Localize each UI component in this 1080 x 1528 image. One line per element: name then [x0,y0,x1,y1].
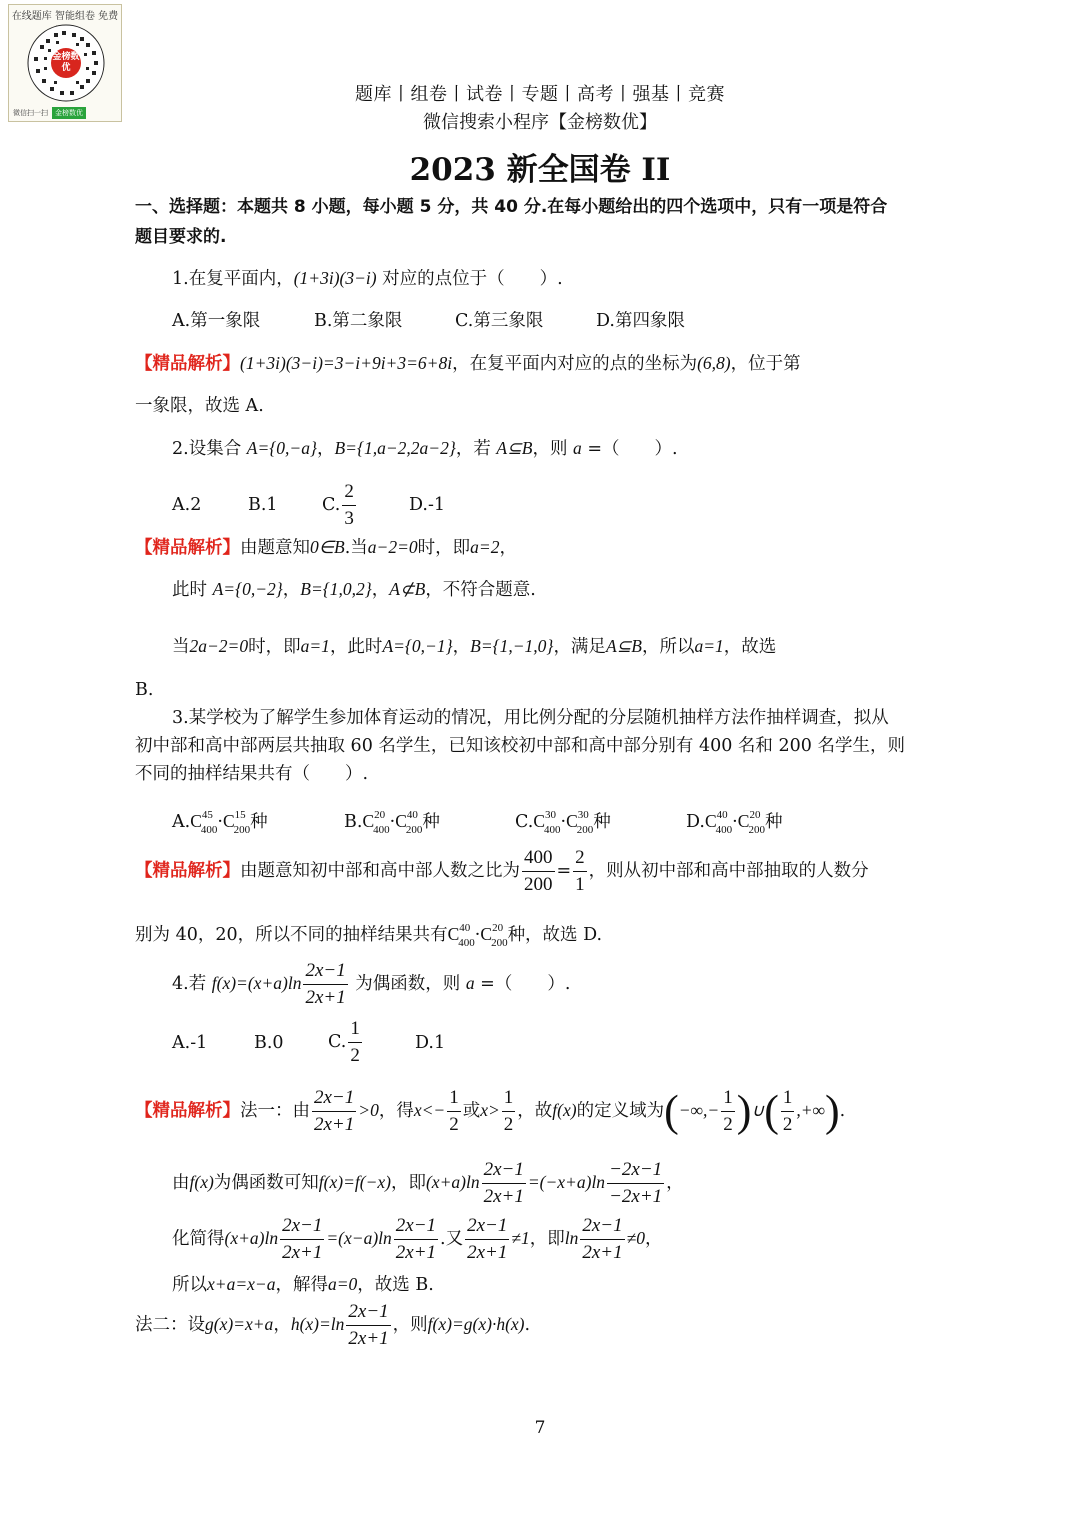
q2-opt-b: B.1 [248,495,278,515]
q2-sol1-b: 0∈B [310,537,345,557]
q3-sol1-frac2 [573,845,587,898]
q4-sol5-frac [346,1299,390,1352]
frac-den: 2x+1 [483,1186,524,1207]
q4-opt-a: A.-1 [172,1033,208,1053]
q4-sol1-b: ，得 [378,1101,414,1121]
equals: = [556,861,572,881]
q4-solution-tag: 【精品解析】 [135,1101,240,1121]
q3-solution-tag: 【精品解析】 [135,861,240,881]
q3-opt-c-comb1 [533,809,561,837]
frac-num: 1 [502,1085,516,1112]
q3-stem-line3: 不同的抽样结果共有（ ）. [135,764,369,784]
q2-sol3-k: ，所以 [641,637,695,657]
q4-sol1-half3 [721,1085,735,1138]
q4-sol1-frac [312,1085,356,1138]
q2-set-a: A={0,−a} [246,438,317,458]
q2-sol3-a: 当 [172,637,190,657]
q2-opt-c-label: C. [322,495,341,515]
frac-den: 2x+1 [467,1242,508,1263]
page-number: 7 [534,1418,546,1438]
frac-den: 2 [503,1114,514,1135]
c-letter: C [190,810,202,831]
q3-sol2-a: 别为 40，20，所以不同的抽样结果共有 [135,924,448,945]
q2-solution-line4: B. [135,680,154,700]
c-letter: C [447,923,460,944]
q2-sol2-f: A⊄B [389,579,426,599]
frac-den: −2x+1 [609,1186,663,1207]
q4-sol1-cup: ∪ [751,1100,765,1120]
q2-opt-c-frac [342,479,356,532]
q4-sol2-b: 为偶函数可知 [213,1173,319,1193]
q3-opt-a-comb1 [190,809,218,837]
comb-sup: 20 [374,809,386,821]
q1-sol-expr: (1+3i)(3−i)=3−i+9i+3=6+8i [240,353,453,373]
q3-opt-b [344,804,440,841]
q4-stem [172,958,570,1011]
comb-sub: 400 [373,824,390,837]
q4-sol5-d: . [524,1315,531,1335]
q3-opt-d-comb2 [737,809,765,837]
left-paren: ( [764,1086,779,1136]
q1-sol-b: ，位于第 [730,354,801,374]
q1-opt-d: D.第四象限 [596,311,685,331]
q4-sol5-h: h(x)=ln [290,1314,345,1334]
q1-opt-b: B.第二象限 [314,311,403,331]
q4-sol5-g: g(x)=x+a [205,1314,274,1334]
dot: · [389,811,396,832]
q4-sol4-b: ，解得 [275,1275,328,1295]
comb-sub: 400 [458,937,475,950]
q4-solution-line2 [172,1157,684,1210]
q2-stem-c: ，则 [532,439,574,459]
q4-sol5-f: f(x)=g(x)·h(x) [427,1314,525,1334]
frac-num: −2x−1 [607,1157,664,1184]
q4-sol1-gt0: >0 [358,1100,379,1120]
q1-sol-point: (6,8) [697,353,731,373]
q2-sol3-i: ，满足 [553,637,606,657]
q4-opt-b: B.0 [254,1033,284,1053]
q4-sol1-d: 的定义域为 [576,1101,665,1121]
q3-opt-b-comb1 [362,809,390,837]
frac-den: 2x+1 [314,1114,355,1135]
frac-den: 2x+1 [305,987,346,1008]
frac-den: 2x+1 [395,1242,437,1263]
q4-stem-var: a [465,973,475,993]
q4-sol3-mid: =(x−a)ln [326,1228,392,1248]
q2-stem-b: ，若 [455,439,497,459]
q4-sol3-ne1: ≠1 [511,1228,530,1248]
frac-den: 2x+1 [348,1328,389,1349]
q4-opt-d: D.1 [415,1033,446,1053]
q4-sol3-a: 化简得 [172,1229,225,1249]
q4-sol2-frac2 [607,1157,664,1210]
frac-den: 2 [723,1114,733,1135]
q2-sol1-d: a−2=0 [367,537,418,557]
comb-sup: 40 [406,809,418,821]
q3-opt-d-comb1 [704,809,733,837]
q3-sol1-frac1 [522,845,555,898]
frac-num: 2x−1 [394,1213,438,1240]
q4-sol2-lhs: (x+a)ln [425,1172,480,1192]
frac-num: 1 [781,1085,795,1112]
comb-sub: 200 [748,824,765,837]
q4-sol1-half2 [502,1085,516,1138]
q4-sol1-or: 或 [462,1101,481,1121]
comb-sub: 200 [576,824,594,837]
q2-sol3-j: A⊆B [605,636,642,656]
logo-scan-text: 微信扫一扫 [13,109,48,117]
q2-sol1-e: 时，即 [417,538,471,558]
q3-solution-line1 [135,845,869,898]
q2-opt-a: A.2 [172,495,202,515]
q2-opt-d: D.-1 [409,495,446,515]
comb-sup: 15 [234,809,246,821]
q2-sol2-a: 此时 [172,580,213,600]
frac-den: 2x+1 [582,1242,623,1263]
q4-sol3-ln: ln [564,1228,579,1248]
q2-sol3-d: a=1 [300,636,330,656]
left-paren: ( [664,1086,679,1136]
frac-num: 2x−1 [465,1213,509,1240]
q4-sol1-xlt: x<− [413,1100,446,1120]
q4-solution-line4 [172,1271,434,1298]
q2-sol3-g: ， [452,637,471,657]
q4-sol4-a: 所以 [172,1275,207,1295]
q4-sol4-eq: x+a=x−a [207,1274,276,1294]
q2-sol3-h: B={1,−1,0} [470,636,554,656]
right-paren: ) [736,1086,752,1136]
q3-solution-line2 [135,917,602,954]
q3-opt-c-comb2 [566,809,594,837]
frac-den: 2 [449,1114,459,1135]
q4-sol2-eq: f(x)=f(−x) [318,1172,391,1192]
q4-stem-c: =（ ）. [474,974,571,994]
dot: · [474,924,481,945]
q2-opt-c [322,479,358,532]
kind: 种 [593,811,611,832]
q4-sol4-c: ，故选 B. [357,1275,434,1295]
q2-sol3-b: 2a−2=0 [189,636,249,656]
frac-num: 400 [522,845,555,872]
q4-sol3-c: ，即 [529,1229,565,1249]
q4-sol3-frac4 [580,1213,624,1266]
q3-opt-b-comb2 [395,809,423,837]
comb-sup: 40 [459,922,471,934]
q4-sol3-d: ， [644,1229,663,1249]
q2-subset: A⊆B [496,438,533,458]
q3-stem-line1: 3.某学校为了解学生参加体育运动的情况，用比例分配的分层随机抽样方法作抽样调查，拟从 [172,708,889,728]
q2-sol1-c: .当 [344,538,368,558]
c-letter: C [362,810,375,831]
q1-stem-a: 1.在复平面内， [172,269,294,289]
q2-solution-line3 [172,633,776,660]
q4-sol1-end: . [839,1101,846,1121]
comb-sub: 400 [200,824,218,837]
q4-sol1-int1: −∞,− [678,1100,720,1120]
comb-sup: 45 [201,809,213,821]
q2-set-b: B={1,a−2,2a−2} [334,438,456,458]
q4-sol3-lhs: (x+a)ln [224,1228,279,1248]
q2-var: a [573,438,582,458]
q3-opt-d [686,804,782,841]
dot: · [217,811,223,832]
q4-sol5-c: ，则 [392,1315,428,1335]
q2-solution-line2 [172,576,536,603]
q2-sol3-l: a=1 [694,636,724,656]
logo-brand-badge: 金榜数优 [52,107,86,119]
q2-sol2-g: ，不符合题意. [425,580,536,600]
right-paren: ) [825,1086,840,1136]
q4-sol1-half1 [447,1085,461,1138]
q4-sol1-half4 [781,1085,795,1138]
q4-stem-b: 为偶函数，则 [349,974,466,994]
q2-sol1-g: ， [499,538,517,558]
section-heading [135,192,950,252]
c-letter: C [222,810,235,831]
q2-opt-c-den: 3 [344,508,354,529]
frac-num: 2x−1 [303,958,347,985]
q4-sol2-mid: =(−x+a)ln [527,1172,606,1192]
q3-sol1-a: 由题意知初中部和高中部人数之比为 [240,861,520,881]
q2-solution-tag: 【精品解析】 [135,538,240,558]
q4-solution-line1 [135,1085,845,1138]
q1-stem [172,265,563,292]
q1-opt-a: A.第一象限 [172,311,261,331]
q4-sol1-xgt: x> [480,1100,500,1120]
q1-opt-c: C.第三象限 [455,311,544,331]
q4-sol2-c: ，即 [390,1173,426,1193]
q2-sol2-e: ， [371,580,390,600]
comb-sub: 200 [491,937,508,950]
frac-num: 2x−1 [312,1085,356,1112]
q3-sol1-b: ，则从初中部和高中部抽取的人数分 [588,861,869,881]
comb-sup: 30 [577,809,589,821]
q2-sol1-f: a=2 [470,537,500,557]
q2-sol3-c: 时，即 [248,637,301,657]
frac-num: 2x−1 [482,1157,526,1184]
q3-opt-a-comb2 [222,809,251,837]
q2-sol2-c: ， [282,580,301,600]
q2-sep1: ， [316,439,335,459]
q4-opt-c-frac [348,1016,362,1069]
q4-sol3-frac3 [465,1213,509,1266]
kind: 种 [764,811,783,832]
q3-sol2-b: 种，故选 D. [507,924,603,945]
q3-sol2-comb1 [447,922,475,950]
q1-solution-line1 [135,350,801,377]
q4-opt-c-label: C. [328,1032,347,1052]
q2-sol3-m: ，故选 [723,637,777,657]
comb-sup: 20 [749,809,761,821]
comb-sub: 200 [233,824,251,837]
q4-solution-line5 [135,1299,530,1352]
comb-sup: 30 [545,809,557,821]
q4-sol3-b: .又 [440,1229,464,1249]
c-letter: C [566,810,578,831]
frac-den: 2 [350,1045,360,1066]
section-heading-line1: 一、选择题：本题共 8 小题，每小题 5 分，共 40 分.在每小题给出的四个选项中，只有一项是符合 [135,197,888,217]
c-letter: C [533,810,546,831]
frac-num: 1 [447,1085,461,1112]
comb-sub: 200 [405,824,423,837]
q1-sol-a: ，在复平面内对应的点的坐标为 [452,354,698,374]
q3-opt-a-label: A. [172,811,191,832]
q3-opt-a [172,804,268,841]
q1-solution-tag: 【精品解析】 [135,354,240,374]
section-heading-line2: 题目要求的. [135,227,227,247]
q4-solution-line3 [172,1213,662,1266]
q1-stem-b: 对应的点位于（ ）. [376,269,563,289]
frac-den: 2 [782,1114,793,1135]
q4-opt-c [328,1016,364,1069]
dot: · [732,811,738,832]
dot: · [560,811,567,832]
q3-opt-c [515,804,611,841]
q2-stem [172,435,678,462]
q4-stem-frac [303,958,347,1011]
q3-opt-d-label: D. [686,811,705,832]
q1-expr: (1+3i)(3−i) [293,268,377,288]
q1-solution-line2: 一象限，故选 A. [135,396,264,416]
q2-opt-c-num: 2 [342,479,356,506]
comb-sup: 20 [492,922,504,934]
q4-sol2-a: 由 [172,1173,190,1193]
q4-sol1-int2: ,+∞ [796,1100,826,1120]
q2-sol3-e: ，此时 [329,637,383,657]
q4-sol3-frac1 [280,1213,324,1266]
c-letter: C [737,810,750,831]
q4-sol2-fx: f(x) [189,1172,214,1192]
q2-sol2-d: B={1,0,2} [300,579,372,599]
q4-sol5-b: ， [273,1315,291,1335]
logo-center-text: 金榜数优 [51,48,81,78]
q2-sol1-a: 由题意知 [240,538,310,558]
frac-den: 2x+1 [282,1242,323,1263]
frac-num: 2x−1 [580,1213,624,1240]
q4-sol3-ne0: ≠0 [626,1228,645,1248]
q2-solution-line1 [135,534,517,561]
frac-num: 1 [721,1085,735,1112]
frac-num: 1 [348,1016,362,1043]
comb-sub: 400 [715,824,733,837]
q4-sol2-d: ， [666,1173,684,1193]
q2-stem-a: 2.设集合 [172,439,247,459]
q4-sol1-a: 法一：由 [240,1101,310,1121]
q4-sol3-frac2 [394,1213,438,1266]
comb-sup: 40 [716,809,728,821]
q3-sol2-comb2 [480,922,508,950]
frac-num: 2 [573,845,587,872]
c-letter: C [480,923,493,944]
q4-sol2-frac1 [482,1157,526,1210]
q4-stem-a: 4.若 [172,974,212,994]
q3-opt-b-label: B. [344,811,363,832]
kind: 种 [250,811,268,832]
q2-sol3-f: A={0,−1} [382,636,453,656]
page-title: 2023 新全国卷 II [409,152,671,188]
frac-den: 200 [524,874,553,895]
q2-stem-d: =（ ）. [581,439,678,459]
q4-sol4-res: a=0 [327,1274,358,1294]
c-letter: C [395,810,407,831]
logo-arc-text: 在线题库 智能组卷 免费 [11,11,119,22]
frac-num: 2x−1 [280,1213,324,1240]
comb-sub: 400 [544,824,561,837]
q4-stem-fx: f(x)=(x+a)ln [211,973,302,993]
q4-sol1-c: ，故 [517,1101,553,1121]
search-line: 微信搜索小程序【金榜数优】 [423,112,657,133]
kind: 种 [422,811,440,832]
q4-sol5-a: 法二：设 [135,1315,205,1335]
q4-sol1-fx: f(x) [552,1100,577,1120]
frac-den: 1 [575,874,585,895]
q3-stem-line2: 初中部和高中部两层共抽取 60 名学生，已知该校初中部和高中部分别有 400 名和 200 名学生，则 [135,736,905,756]
c-letter: C [704,810,717,831]
q2-sol2-b: A={0,−2} [212,579,283,599]
frac-num: 2x−1 [346,1299,390,1326]
nav-line: 题库丨组卷丨试卷丨专题丨高考丨强基丨竞赛 [355,84,725,105]
q3-opt-c-label: C. [515,811,534,832]
